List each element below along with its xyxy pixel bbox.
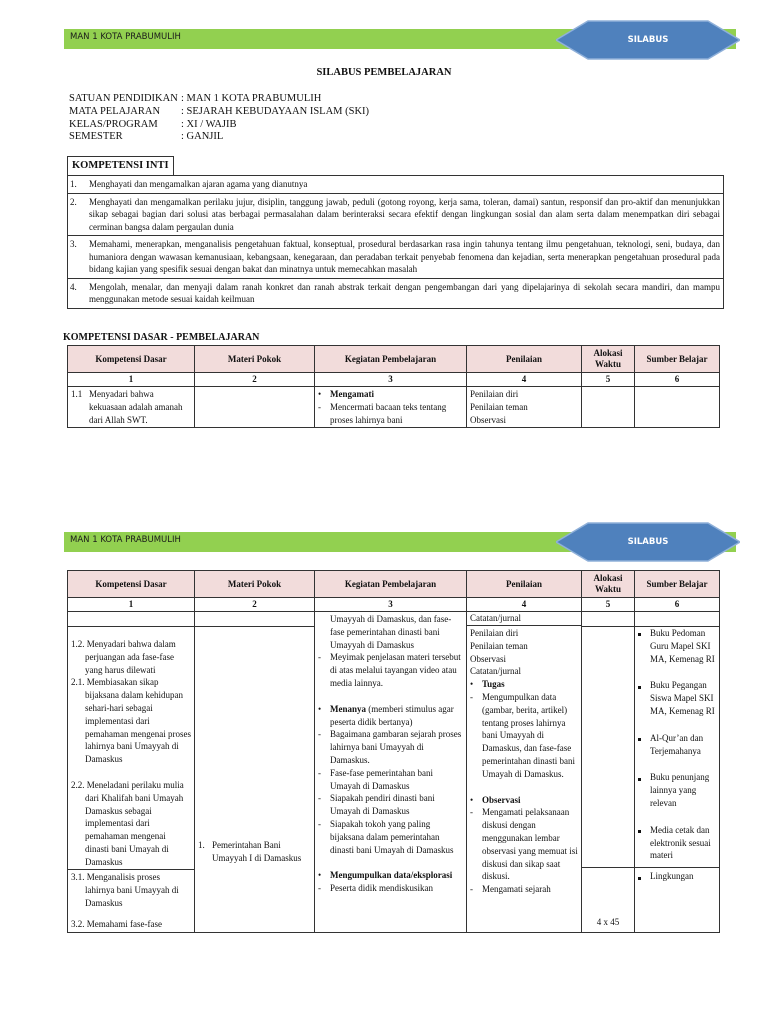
ki-text: Menghayati dan mengamalkan ajaran agama yang dianutnya xyxy=(89,176,724,194)
kompetensi-inti-table xyxy=(67,175,724,309)
square-bullet-icon xyxy=(638,686,641,689)
identity-block xyxy=(69,93,369,144)
penilaian-heading: Observasi xyxy=(482,794,521,805)
dash-icon: - xyxy=(470,691,473,702)
info-value: : GANJIL xyxy=(181,131,224,143)
ki-row xyxy=(68,278,724,308)
ki-number: 1. xyxy=(68,176,90,194)
silabus-badge-label: SILABUS xyxy=(627,537,669,547)
table-row xyxy=(68,387,720,428)
ki-number: 2. xyxy=(68,193,90,236)
col-header-materi: Materi Pokok xyxy=(195,346,315,373)
silabus-badge xyxy=(556,522,740,562)
col-number: 4 xyxy=(467,373,582,387)
penilaian-detail: Mengamati sejarah xyxy=(482,884,551,895)
penilaian-item: Catatan/jurnal xyxy=(470,666,521,677)
dash-icon: - xyxy=(318,729,321,740)
kd-item: 3.2. Memahami fase-fase xyxy=(71,919,162,930)
alokasi-waktu: 4 x 45 xyxy=(596,917,620,928)
silabus-badge-label: SILABUS xyxy=(627,35,669,45)
ki-row xyxy=(68,236,724,279)
kompetensi-dasar-title: KOMPETENSI DASAR - PEMBELAJARAN xyxy=(63,332,260,343)
dash-icon: - xyxy=(470,884,473,895)
kd-table-page2 xyxy=(67,570,720,933)
sumber-item: Buku Pedoman Guru Mapel SKI MA, Kemenag RI xyxy=(650,628,715,664)
penilaian-detail: Mengumpulkan data (gambar, berita, artikel) tentang proses lahirnya bani Umayyah di Damaskus, dan fase-fase pemerintahan dinasti bani Umayah di Damaskus. xyxy=(482,691,575,779)
page-title: SILABUS PEMBELAJARAN xyxy=(316,67,452,78)
sumber-item: Buku Pegangan Siswa Mapel SKI MA, Kemenag RI xyxy=(650,680,715,716)
kegiatan-heading: Mengamati xyxy=(330,389,374,399)
penilaian-heading: Tugas xyxy=(482,679,505,690)
dash-icon: - xyxy=(318,767,321,778)
kegiatan-continued: Umayyah di Damaskus, dan fase-fase pemerintahan dinasti bani Umayyah di Damaskus xyxy=(330,614,452,650)
penilaian-item: Penilaian teman xyxy=(470,401,528,412)
ki-number: 4. xyxy=(68,278,90,308)
col-header-sumber: Sumber Belajar xyxy=(635,571,720,598)
kegiatan-item: Bagaimana gambaran sejarah proses lahirnya bani Umayyah di Damaskus. xyxy=(330,729,462,765)
kegiatan-heading: Menanya xyxy=(330,703,366,714)
bullet-icon: • xyxy=(318,389,322,399)
col-number: 6 xyxy=(635,598,720,612)
kd-text: Menyadari bahwa kekuasaan adalah amanah dari Allah SWT. xyxy=(89,389,183,425)
col-header-kompetensi: Kompetensi Dasar xyxy=(68,571,195,598)
square-bullet-icon xyxy=(638,778,641,781)
sumber-item: Buku penunjang lainnya yang relevan xyxy=(650,772,710,808)
materi-number: 1. xyxy=(198,840,205,850)
materi-text: Pemerintahan Bani Umayyah I di Damaskus xyxy=(212,840,302,863)
info-value: : MAN 1 KOTA PRABUMULIH xyxy=(181,93,322,104)
ki-number: 3. xyxy=(68,236,90,279)
kd-item: 3.1. Menganalisis proses lahirnya bani Umayyah di Damaskus xyxy=(71,872,179,908)
bullet-icon: • xyxy=(470,794,474,805)
col-header-penilaian: Penilaian xyxy=(467,346,582,373)
square-bullet-icon xyxy=(638,877,641,880)
kd-table-page1 xyxy=(67,345,720,428)
col-number: 5 xyxy=(582,598,635,612)
kd-number: 1.1 xyxy=(71,389,83,399)
ki-row xyxy=(68,176,724,194)
bullet-icon: • xyxy=(470,679,474,690)
col-header-materi: Materi Pokok xyxy=(195,571,315,598)
kegiatan-heading-note: (memberi stimulus agar peserta didik bertanya) xyxy=(330,703,454,727)
col-number: 2 xyxy=(195,598,315,612)
col-header-penilaian: Penilaian xyxy=(467,571,582,598)
col-number: 5 xyxy=(582,373,635,387)
square-bullet-icon xyxy=(638,830,641,833)
col-number: 4 xyxy=(467,598,582,612)
col-number: 3 xyxy=(315,373,467,387)
penilaian-item: Penilaian diri xyxy=(470,389,519,399)
col-number: 1 xyxy=(68,373,195,387)
table-row xyxy=(68,612,720,933)
sumber-item: Media cetak dan elektronik sesuai materi xyxy=(650,824,711,861)
penilaian-continued: Catatan/jurnal xyxy=(467,612,581,626)
sumber-item: Lingkungan xyxy=(650,871,694,882)
dash-icon: - xyxy=(318,652,321,663)
kegiatan-heading: Mengumpulkan data/eksplorasi xyxy=(330,870,453,881)
info-key: MATA PELAJARAN xyxy=(69,105,161,117)
kegiatan-item: Peserta didik mendiskusikan xyxy=(330,883,433,894)
col-number: 3 xyxy=(315,598,467,612)
kegiatan-item: Meyimak penjelasan materi tersebut di atas melalui tayangan video atau media lainnya. xyxy=(330,652,461,688)
kompetensi-inti-title: KOMPETENSI INTI xyxy=(67,156,174,176)
col-number: 1 xyxy=(68,598,195,612)
kegiatan-item: Siapakah tokoh yang paling bijaksana dalam pemerintahan dinasti bani Umayah di Damaskus xyxy=(330,818,454,855)
kd-item: 2.2. Meneladani perilaku mulia dari Khalifah bani Umayah Damaskus sebagai implementasi dari pemahaman mengenai dinasti bani Umayah di Damaskus xyxy=(71,779,184,867)
penilaian-item: Penilaian diri xyxy=(470,628,519,638)
kegiatan-item: Mencermati bacaan teks tentang proses lahirnya bani xyxy=(330,401,447,425)
penilaian-item: Observasi xyxy=(470,653,506,664)
info-value: : XI / WAJIB xyxy=(181,118,237,130)
penilaian-item: Observasi xyxy=(470,414,506,425)
ki-row xyxy=(68,193,724,236)
penilaian-detail: Mengamati pelaksanaan diskusi dengan menggunakan lembar observasi yang memuat isi diskusi dan sikap saat diskusi. xyxy=(482,807,578,882)
col-header-alokasi: Alokasi Waktu xyxy=(582,571,635,598)
dash-icon: - xyxy=(318,401,321,412)
school-name: MAN 1 KOTA PRABUMULIH xyxy=(70,535,181,545)
kegiatan-item: Fase-fase pemerintahan bani Umayah di Damaskus xyxy=(330,767,433,791)
kegiatan-item: Siapakah pendiri dinasti bani Umayah di Damaskus xyxy=(330,793,435,817)
dash-icon: - xyxy=(318,793,321,804)
ki-text: Mengolah, menalar, dan menyaji dalam ranah konkret dan ranah abstrak terkait dengan pengembangan dari yang dipelajarinya di sekolah secara mandiri, dan mampu menggunakan metode sesuai kaidah keilmuan xyxy=(89,278,724,308)
ki-text: Memahami, menerapkan, menganalisis pengetahuan faktual, konseptual, prosedural berdasarkan rasa ingin tahunya tentang ilmu pengetahuan, teknologi, seni, budaya, dan humaniora dengan wawasan kemanusiaan, kebangsaan, kenegaraan, dan peradaban terkait penyebab fenomena dan kejadian, serta menerapkan pengetahuan prosedural pada bidang kajian yang spesifik sesuai dengan bakat dan minatnya untuk memecahkan masalah xyxy=(89,236,724,279)
info-key: SEMESTER xyxy=(69,131,123,143)
info-key: SATUAN PENDIDIKAN xyxy=(69,93,178,104)
dash-icon: - xyxy=(318,818,321,829)
silabus-badge xyxy=(556,20,740,60)
dash-icon: - xyxy=(470,807,473,818)
col-header-kegiatan: Kegiatan Pembelajaran xyxy=(315,346,467,373)
bullet-icon: • xyxy=(318,870,322,881)
square-bullet-icon xyxy=(638,633,641,636)
col-number: 2 xyxy=(195,373,315,387)
col-header-kompetensi: Kompetensi Dasar xyxy=(68,346,195,373)
school-name: MAN 1 KOTA PRABUMULIH xyxy=(70,32,181,42)
dash-icon: - xyxy=(318,883,321,894)
kd-item: 1.2. Menyadari bahwa dalam perjuangan ada fase-fase yang harus dilewati xyxy=(71,639,176,675)
info-key: KELAS/PROGRAM xyxy=(69,118,158,130)
sumber-item: Al-Qur’an dan Terjemahanya xyxy=(650,732,704,756)
penilaian-item: Penilaian teman xyxy=(470,640,528,651)
kd-item: 2.1. Membiasakan sikap bijaksana dalam kehidupan sehari-hari sebagai implementasi dari pemahaman mengenai proses lahirnya bani Umayyah di Damaskus xyxy=(71,677,191,765)
col-header-sumber: Sumber Belajar xyxy=(635,346,720,373)
bullet-icon: • xyxy=(318,703,322,714)
info-value: : SEJARAH KEBUDAYAAN ISLAM (SKI) xyxy=(181,105,370,117)
ki-text: Menghayati dan mengamalkan perilaku jujur, disiplin, tanggung jawab, peduli (gotong royong, kerja sama, toleran, damai) santun, responsif dan pro-aktif dan menunjukkan sikap sebagai bagian dari solusi atas berbagai permasalahan dalam berinteraksi secara efektif dengan lingkungan sosial dan alam serta dalam menempatkan diri sebagai cerminan bangsa dalam pergaulan dunia xyxy=(89,193,724,236)
square-bullet-icon xyxy=(638,738,641,741)
col-header-kegiatan: Kegiatan Pembelajaran xyxy=(315,571,467,598)
col-header-alokasi: Alokasi Waktu xyxy=(582,346,635,373)
col-number: 6 xyxy=(635,373,720,387)
